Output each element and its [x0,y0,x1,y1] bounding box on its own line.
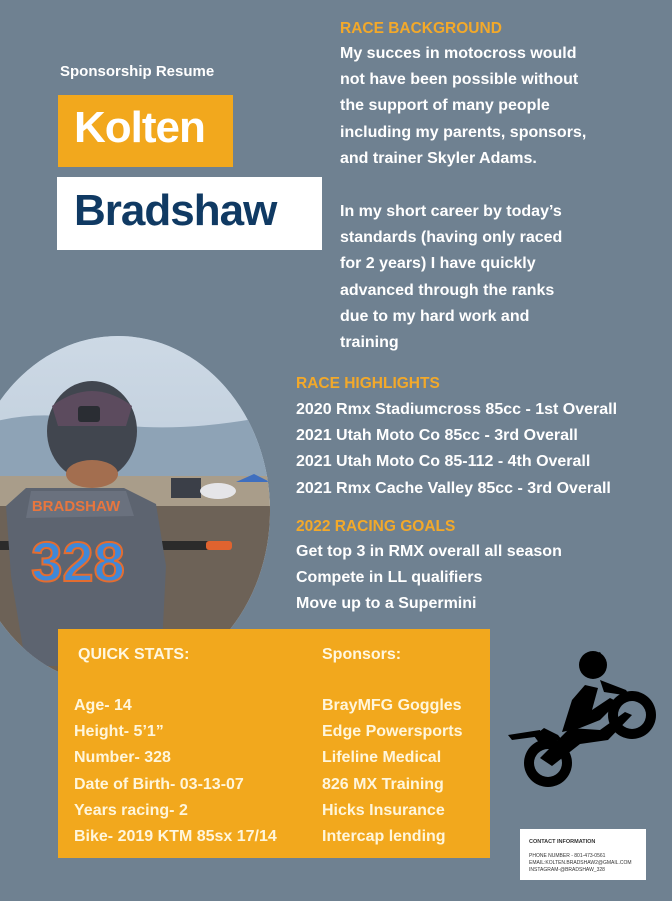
quick-stats-list [74,693,277,850]
text-line: In my short career by today’s [340,203,562,220]
contact-card [520,829,646,880]
list-item: Years racing- 2 [74,801,188,819]
text-line: due to my hard work and [340,307,530,325]
text-line: My succes in motocross would [340,45,577,62]
jersey-name: BRADSHAW [31,498,121,515]
list-item: BrayMFG Goggles [322,697,462,714]
text-line: advanced through the ranks [340,281,555,299]
list-item: 2021 Utah Moto Co 85-112 - 4th Overall [296,453,591,471]
text-line: training [340,334,399,352]
list-item: 2021 Rmx Cache Valley 85cc - 3rd Overall [296,479,611,497]
list-item: Get top 3 in RMX overall all season [296,543,562,560]
contact-email: EMAIL:KOLTEN.BRADSHAW2@GMAIL.COM [529,860,632,866]
race-background-paragraph-2 [340,199,562,356]
list-item: Intercap lending [322,828,446,846]
contact-title: CONTACT INFORMATION [529,839,596,845]
contact-phone: PHONE NUMBER - 801-473-0561 [529,853,606,859]
race-background-heading: RACE BACKGROUND [340,20,502,37]
list-item: Age- 14 [74,697,132,714]
list-item: Number- 328 [74,749,171,767]
last-name-box [57,177,322,250]
list-item: Hicks Insurance [322,801,445,819]
list-item: Edge Powersports [322,723,463,741]
jersey-number: 328 [31,530,125,593]
list-item: 2020 Rmx Stadiumcross 85cc - 1st Overall [296,401,618,418]
doc-type-label: Sponsorship Resume [60,63,215,80]
sponsors-list [322,693,462,850]
last-name: Bradshaw [74,186,277,235]
quick-stats-box [58,629,490,858]
list-item: Move up to a Supermini [296,595,477,613]
first-name: Kolten [74,103,205,152]
racing-goals-list [296,539,562,618]
sponsors-heading: Sponsors: [322,646,402,663]
text-line: standards (having only raced [340,229,563,247]
race-background-paragraph-1 [340,41,586,172]
list-item: Bike- 2019 KTM 85sx 17/14 [74,828,277,846]
first-name-box [58,95,233,167]
list-item: Height- 5’1” [74,723,164,741]
text-line: for 2 years) I have quickly [340,255,536,273]
race-highlights-heading: RACE HIGHLIGHTS [296,375,440,392]
text-line: and trainer Skyler Adams. [340,149,537,167]
racing-goals-heading: 2022 RACING GOALS [296,518,456,535]
text-line: the support of many people [340,97,550,115]
quick-stats-heading: QUICK STATS: [78,646,190,663]
list-item: 2021 Utah Moto Co 85cc - 3rd Overall [296,427,578,445]
text-line: including my parents, sponsors, [340,123,587,141]
contact-instagram: INSTAGRAM-@BRADSHAW_328 [529,867,605,873]
list-item: Compete in LL qualifiers [296,569,483,587]
text-line: not have been possible without [340,71,579,89]
list-item: 826 MX Training [322,775,444,793]
motocross-silhouette-icon [500,640,665,790]
race-highlights-list [296,397,617,502]
list-item: Lifeline Medical [322,749,442,767]
list-item: Date of Birth- 03-13-07 [74,775,244,793]
